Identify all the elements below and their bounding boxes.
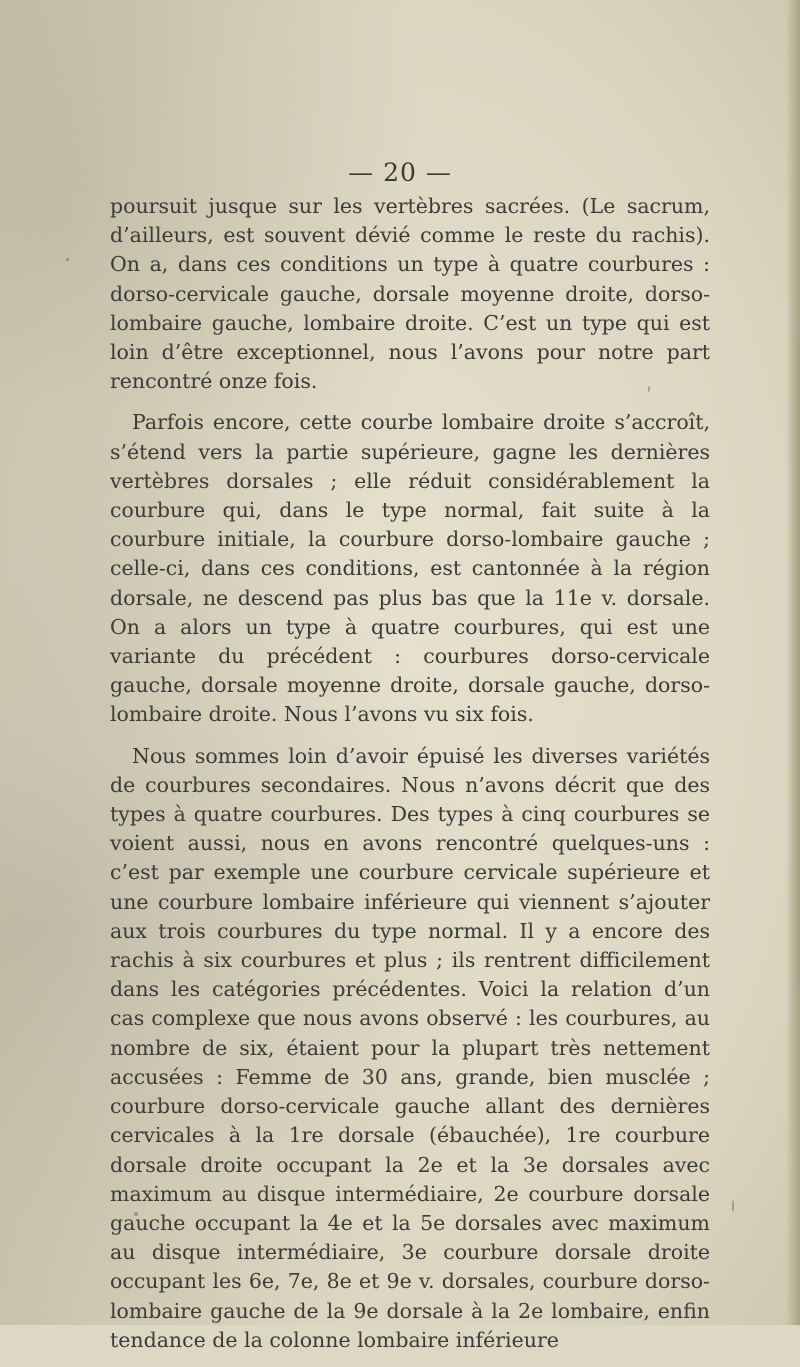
paragraph-3: Nous sommes loin d’avoir épuisé les diverses variétés de courbures secondaires. Nous n’avons décrit que des types à quatre courbures. Des types à cinq courbures se voient aussi, nous en avons rencontré quelques-uns : c’est par exemple une courbure cervicale supérieure et une courbure lombaire inférieure qui viennent s’ajouter aux trois courbures du type normal. Il y a encore des rachis à six courbures et plus ; ils rentrent difficilement dans les catégories précédentes. Voici la relation d’un cas complexe que nous avons observé : les courbures, au nombre de six, étaient pour la plupart très nettement accusées : Femme de 30 ans, grande, bien musclée ; courbure dorso-cervicale gauche allant des dernières cervicales à la 1re dorsale (ébauchée), 1re courbure dorsale droite occupant la 2e et la 3e dorsales avec maximum au disque intermédiaire, 2e courbure dorsale gauche occupant la 4e et la 5e dorsales avec maximum au disque intermédiaire, 3e courbure dorsale droite occupant les 6e, 7e, 8e et 9e v. dorsales, courbure dorso-lombaire gauche de la 9e dorsale à la 2e lombaire, enfin tendance de la colonne lombaire inférieure	[110, 743, 710, 1352]
paper-speck	[648, 386, 650, 392]
body-text	[110, 192, 710, 1367]
paper-speck	[66, 258, 69, 261]
paper-speck	[134, 1212, 138, 1216]
paragraph-2: Parfois encore, cette courbe lombaire droite s’accroît, s’étend vers la partie supérieure, gagne les dernières vertèbres dorsales ; elle réduit considérablement la courbure qui, dans le type normal, fait suite à la courbure initiale, la courbure dorso-lombaire gauche ; celle-ci, dans ces conditions, est cantonnée à la région dorsale, ne descend pas plus bas que la 11e v. dorsale. On a alors un type à quatre courbures, qui est une variante du précédent : courbures dorso-cervicale gauche, dorsale moyenne droite, dorsale gauche, dorso-lombaire droite. Nous l’avons vu six fois.	[110, 410, 710, 727]
paper-speck	[732, 1200, 734, 1212]
page-number: — 20 —	[348, 158, 452, 187]
page-edge-shadow	[786, 0, 800, 1325]
paragraph-1: poursuit jusque sur les vertèbres sacrées. (Le sacrum, d’ailleurs, est souvent dévié comme le reste du rachis). On a, dans ces conditions un type à quatre courbures : dorso-cervicale gauche, dorsale moyenne droite, dorso-lombaire gauche, lombaire droite. C’est un type qui est loin d’être exceptionnel, nous l’avons pour notre part rencontré onze fois.	[110, 194, 710, 394]
